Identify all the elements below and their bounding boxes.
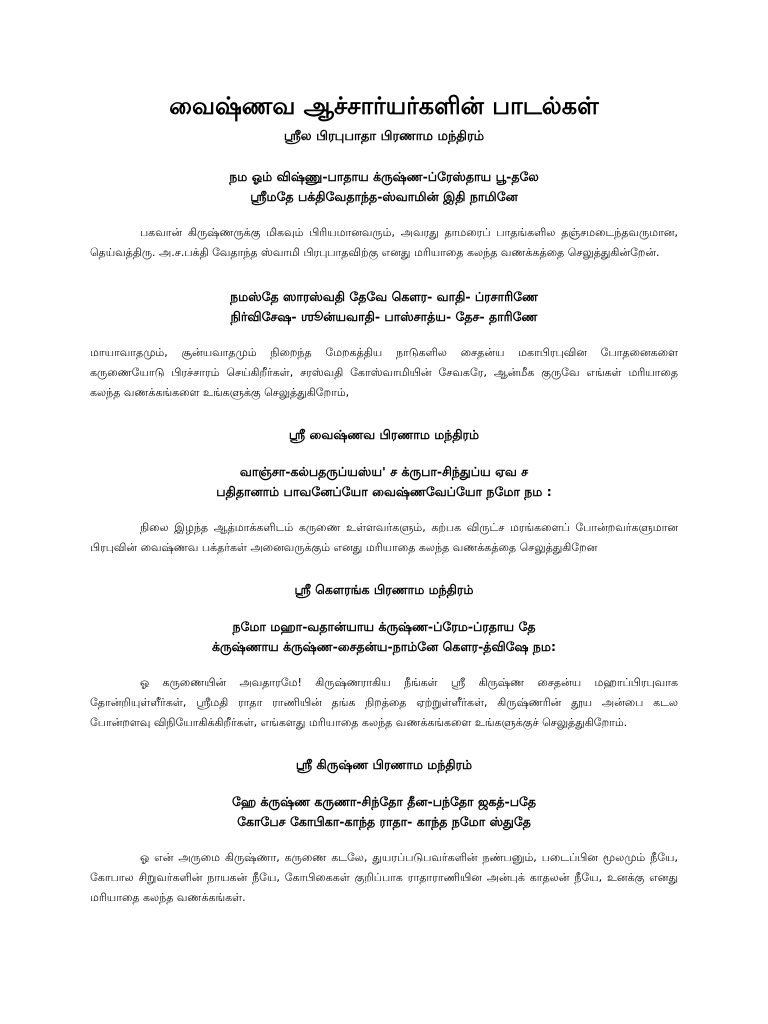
- verse-line: ஹே க்ருஷ்ண கருணா-சிந்தோ தீன-பந்தோ ஜகத்-பதே: [231, 794, 537, 809]
- verse-block: [90, 617, 678, 657]
- verse-line: நிர்விசேஷ- ஶூன்யவாதி- பாஸ்சாத்ய- தேச- தாரிணே: [230, 309, 538, 324]
- page-subtitle: ஸ்ரீல பிரபுபாதா பிரணாம மந்திரம்: [283, 129, 485, 144]
- verse-block: [90, 462, 678, 502]
- verse-line: நம ஓம் விஷ்ணு-பாதாய க்ருஷ்ண-ப்ரேஸ்தாய பூ-தலே: [229, 169, 539, 184]
- section-heading: ஸ்ரீ கிருஷ்ண பிரணாம மந்திரம்: [295, 757, 473, 772]
- section-heading: ஸ்ரீ வைஷ்ணவ பிரணாம மந்திரம்: [288, 427, 480, 442]
- section-heading: ஸ்ரீ கௌரங்க பிரணாம மந்திரம்: [294, 582, 474, 597]
- verse-line: க்ருஷ்ணாய க்ருஷ்ண-சைதன்ய-நாம்னே கௌர-த்விஷே நம:: [212, 639, 556, 654]
- page-title: வைஷ்ணவ ஆச்சார்யர்களின் பாடல்கள்: [169, 92, 599, 120]
- verse-line: ஸ்ரீமதே பக்திவேதாந்த-ஸ்வாமின் இதி நாமினே: [250, 189, 518, 204]
- translation-paragraph: பகவான் கிருஷ்ணருக்கு மிகவும் பிரியமானவரும், அவரது தாமரைப் பாதங்களில தஞ்சமடைந்தவருமான, தெய்வத்திரு. அ.ச.பக்தி வேதாந்த ஸ்வாமி பிரபுபாதவிற்கு எனது மரியாதை கலந்த வணக்கத்தை செலுத்துகின்றேன்.: [90, 226, 678, 259]
- translation-paragraph: நிலை இழந்த ஆத்மாக்களிடம் கருணை உள்ளவர்களும், கற்பக விருட்ச மரங்களைப் போன்றவர்களுமான பிரபுவின் வைஷ்ணவ பக்தர்கள் அனைவருக்கும் எனது மரியாதை கலந்த வணக்கத்தை செலுத்துகிறேன: [90, 521, 678, 554]
- verse-line: கோபேச கோபிகா-காந்த ராதா- காந்த நமோ ஸ்துதே: [237, 814, 531, 829]
- verse-block: [90, 167, 678, 207]
- translation-paragraph: ஓ என் அருமை கிருஷ்ணா, கருணை கடலே, துயரப்படுபவர்களின் நண்பனும், படைப்பின மூலமும் நீயே, கோபால சிறுவர்களின் நாயகன் நீயே, கோபிகைகள் குறிப்பாக ராதாராணியின அன்புக் காதலன் நீயே, உனக்கு எனது மரியாதை கலந்த வணக்கங்கள்.: [90, 851, 678, 904]
- verse-line: வாஞ்சா-கல்பதருப்யஸ்ய' ச க்ருபா-சிந்துப்ய ஏவ ச: [239, 464, 529, 479]
- verse-line: நமஸ்தே ஸாரஸ்வதி தேவே கௌர- வாதி- ப்ரசாரிணே: [230, 289, 538, 304]
- translation-paragraph: மாயாவாதமும், சூன்யவாதமும் நிறைந்த மேறகத்திய நாடுகளில சைதன்ய மகாபிரபுவின போதனைகளை கருணையோடு பிரச்சாரம் செய்கிறீர்கள், சரஸ்வதி கோஸ்வாமியின் சேவகரே, ஆன்மீக குருவே எங்கள் மரியாதை கலந்த வணக்கங்களை உங்களுக்கு செலுத்துகிறோம்,: [90, 346, 678, 399]
- verse-block: [90, 287, 678, 327]
- verse-line: பதிதானாம் பாவனேப்யோ வைஷ்ணவேப்யோ நமோ நம :: [216, 484, 552, 499]
- translation-paragraph: ஓ கருணையின் அவதாரமே! கிருஷ்ணராகிய நீங்கள் ஸ்ரீ கிருஷ்ண சைதன்ய மஹாப்பிரபுவாக தோன்றியுள்ளீர்கள், ஸ்ரீமதி ராதா ராணியின் தங்க நிறத்தை ஏற்றுள்ளீர்கள், கிருஷ்ணரின் தூய அன்பை கடல போன்றளவு விநியோகிக்கிறீர்கள், எங்களது மரியாதை கலந்த வணக்கங்களை உங்களுக்குச் செலுத்துகிறோம்.: [90, 676, 678, 729]
- verse-block: [90, 792, 678, 832]
- verse-line: நமோ மஹா-வதான்யாய க்ருஷ்ண-ப்ரேம-ப்ரதாய தே: [232, 619, 536, 634]
